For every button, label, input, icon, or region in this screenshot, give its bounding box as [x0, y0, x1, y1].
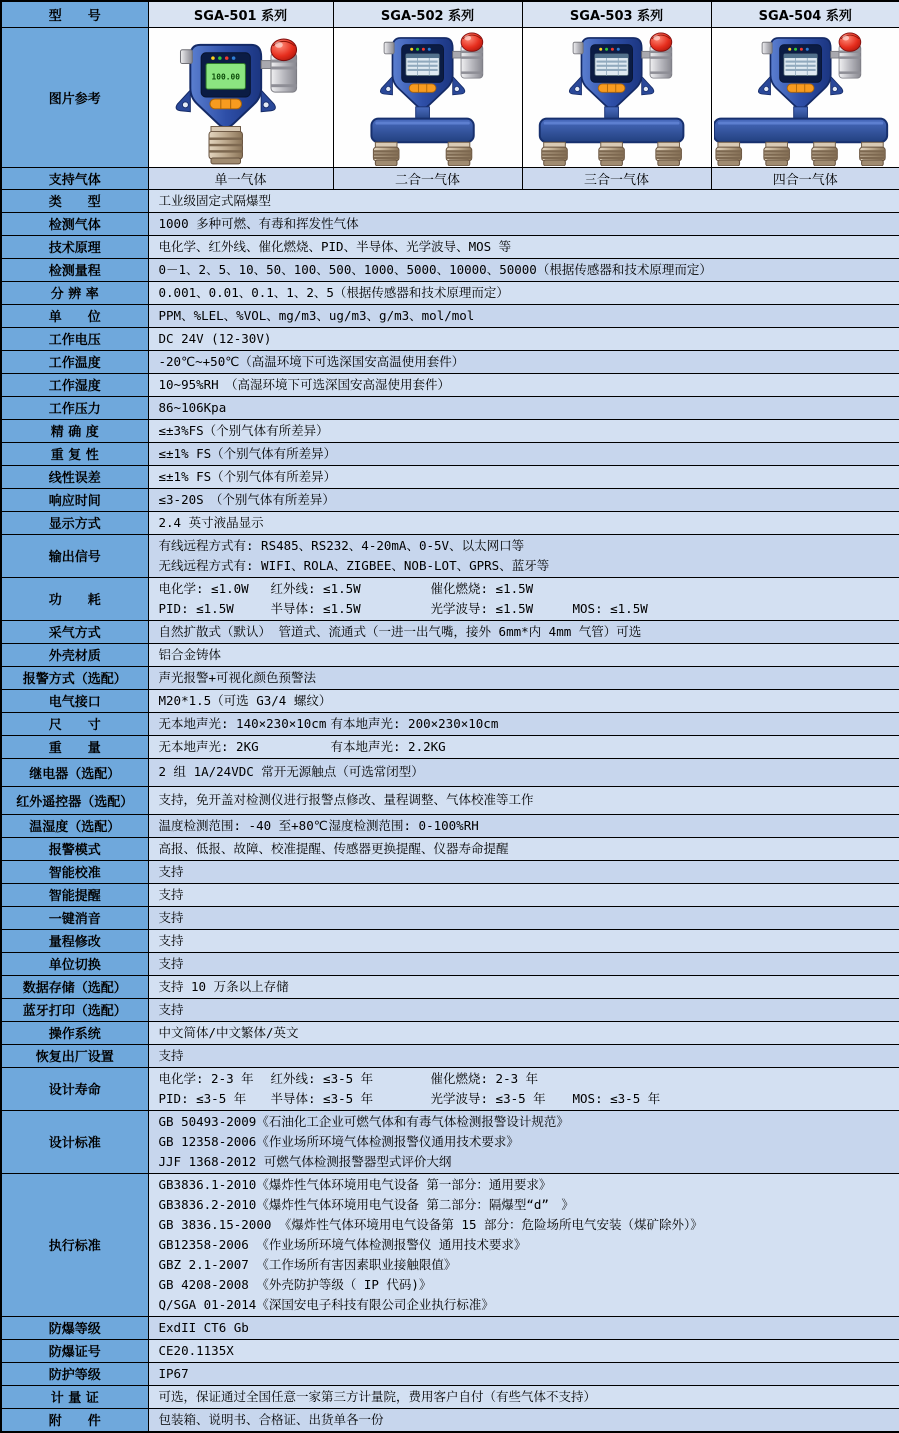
spec-row-label: 功 耗 — [1, 577, 148, 620]
spec-value-line — [159, 762, 896, 782]
spec-row-value — [148, 906, 899, 929]
spec-value-line — [159, 1295, 896, 1315]
spec-row-value — [148, 643, 899, 666]
spec-row — [1, 442, 899, 465]
row-label-image: 图片参考 — [1, 27, 148, 167]
spec-value-segment: 支持 — [158, 886, 184, 902]
spec-row — [1, 189, 899, 212]
spec-value-segment: GB3836.2-2010《爆炸性气体环境用电气设备 第二部分：隔爆型“d” 》 — [158, 1196, 574, 1212]
model-header: SGA-502 系列 — [333, 1, 522, 27]
spec-value-segment: 0.001、0.01、0.1、1、2、5（根据传感器和技术原理而定） — [158, 284, 509, 300]
spec-row-value — [148, 786, 899, 814]
spec-row-label: 工作温度 — [1, 350, 148, 373]
spec-value-line — [159, 1152, 896, 1172]
spec-row — [1, 258, 899, 281]
spec-value-segment: 电化学: ≤1.0W — [158, 580, 249, 596]
spec-value-line — [159, 375, 896, 395]
spec-row-label: 单位切换 — [1, 952, 148, 975]
spec-value-segment: DC 24V (12-30V) — [158, 330, 272, 346]
spec-value-line — [159, 668, 896, 688]
spec-row-label: 技术原理 — [1, 235, 148, 258]
spec-value-line — [159, 1089, 896, 1109]
spec-row — [1, 350, 899, 373]
supported-gas-value: 单一气体 — [148, 167, 333, 189]
sga-501-single-gas-detector-image — [148, 27, 333, 167]
spec-row-label: 操作系统 — [1, 1021, 148, 1044]
spec-row — [1, 577, 899, 620]
spec-value-segment: 支持 10 万条以上存储 — [158, 978, 289, 994]
spec-value-line — [159, 352, 896, 372]
spec-row — [1, 1067, 899, 1110]
spec-value-segment: 工业级固定式隔爆型 — [158, 192, 272, 208]
spec-value-line — [159, 1046, 896, 1066]
spec-row — [1, 1362, 899, 1385]
spec-row-label: 重 量 — [1, 735, 148, 758]
supported-gas-value: 三合一气体 — [522, 167, 711, 189]
spec-row — [1, 235, 899, 258]
spec-row-label: 计 量 证 — [1, 1385, 148, 1408]
spec-row-label: 工作压力 — [1, 396, 148, 419]
spec-row-value — [148, 1044, 899, 1067]
spec-row — [1, 998, 899, 1021]
spec-row-label: 线性误差 — [1, 465, 148, 488]
spec-row — [1, 419, 899, 442]
spec-value-segment: 有线远程方式有: RS485、RS232、4-20mA、0-5V、以太网口等 — [158, 537, 525, 553]
spec-row-label: 工作湿度 — [1, 373, 148, 396]
spec-value-line — [159, 1023, 896, 1043]
spec-value-line — [159, 260, 896, 280]
spec-value-line — [159, 1112, 896, 1132]
spec-value-segment: 无本地声光: 140×230×10cm — [158, 715, 327, 731]
spec-value-line — [159, 1364, 896, 1384]
spec-row — [1, 373, 899, 396]
spec-value-line — [159, 839, 896, 859]
spec-value-line — [159, 306, 896, 326]
spec-value-segment: 催化燃烧: ≤1.5W — [430, 580, 534, 596]
spec-value-line — [159, 645, 896, 665]
spec-row-label: 报警方式（选配） — [1, 666, 148, 689]
spec-row-value — [148, 488, 899, 511]
spec-value-segment: 湿度检测范围: 0-100%RH — [328, 817, 479, 833]
spec-row — [1, 758, 899, 786]
spec-row-value — [148, 998, 899, 1021]
spec-value-line — [159, 599, 896, 619]
spec-row-label: 防爆等级 — [1, 1316, 148, 1339]
spec-value-line — [159, 862, 896, 882]
spec-row-label: 检测量程 — [1, 258, 148, 281]
spec-row-value — [148, 534, 899, 577]
spec-row-label: 执行标准 — [1, 1173, 148, 1316]
spec-row — [1, 1044, 899, 1067]
spec-row-value — [148, 1067, 899, 1110]
spec-row-label: 温湿度（选配） — [1, 814, 148, 837]
spec-value-segment: 红外线: ≤3-5 年 — [270, 1070, 374, 1086]
svg-text:100.00: 100.00 — [211, 72, 240, 82]
spec-value-line — [159, 691, 896, 711]
spec-value-line — [159, 931, 896, 951]
spec-row — [1, 735, 899, 758]
model-header: SGA-501 系列 — [148, 1, 333, 27]
spec-value-segment: GB 12358-2006《作业场所环境气体检测报警仪通用技术要求》 — [158, 1133, 519, 1149]
spec-value-segment: 支持 — [158, 863, 184, 879]
spec-row-value — [148, 929, 899, 952]
spec-row — [1, 1408, 899, 1432]
spec-row-value — [148, 666, 899, 689]
spec-row-value — [148, 758, 899, 786]
spec-row-value — [148, 1385, 899, 1408]
spec-row-label: 电气接口 — [1, 689, 148, 712]
spec-value-segment: 包装箱、说明书、合格证、出货单各一份 — [158, 1411, 384, 1427]
spec-row-label: 设计寿命 — [1, 1067, 148, 1110]
spec-row-value — [148, 419, 899, 442]
spec-row-value — [148, 212, 899, 235]
spec-row-label: 外壳材质 — [1, 643, 148, 666]
spec-value-segment: IP67 — [158, 1365, 189, 1381]
spec-row — [1, 860, 899, 883]
spec-value-segment: ≤3-20S （个别气体有所差异） — [158, 491, 335, 507]
spec-row — [1, 837, 899, 860]
spec-value-line — [159, 1341, 896, 1361]
spec-row-label: 显示方式 — [1, 511, 148, 534]
spec-value-segment: 2 组 1A/24VDC 常开无源触点（可选常闭型） — [158, 764, 424, 779]
spec-row — [1, 786, 899, 814]
sga-502-dual-gas-detector-image — [333, 27, 522, 167]
spec-row — [1, 1021, 899, 1044]
spec-row — [1, 620, 899, 643]
spec-value-segment: 支持 — [158, 1001, 184, 1017]
model-header: SGA-504 系列 — [711, 1, 899, 27]
spec-value-segment: 铝合金铸体 — [158, 646, 222, 662]
spec-row — [1, 906, 899, 929]
spec-row — [1, 465, 899, 488]
spec-row-label: 恢复出厂设置 — [1, 1044, 148, 1067]
spec-row-label: 蓝牙打印（选配） — [1, 998, 148, 1021]
spec-row-value — [148, 1362, 899, 1385]
spec-row-label: 响应时间 — [1, 488, 148, 511]
spec-value-segment: Q/SGA 01-2014《深国安电子科技有限公司企业执行标准》 — [158, 1296, 494, 1312]
spec-value-line — [159, 536, 896, 556]
supported-gas-value: 四合一气体 — [711, 167, 899, 189]
spec-row-value — [148, 620, 899, 643]
spec-value-segment: M20*1.5（可选 G3/4 螺纹） — [158, 692, 332, 708]
spec-row-value — [148, 396, 899, 419]
spec-row — [1, 304, 899, 327]
spec-value-segment: 半导体: ≤3-5 年 — [270, 1090, 374, 1106]
spec-value-segment: 0－1、2、5、10、50、100、500、1000、5000、10000、50000（根据传感器和技术原理而定） — [158, 261, 712, 277]
spec-value-line — [159, 467, 896, 487]
sga-503-triple-gas-detector-image — [522, 27, 711, 167]
spec-value-segment: PPM、%LEL、%VOL、mg/m3、ug/m3、g/m3、mol/mol — [158, 307, 475, 323]
spec-row-label: 数据存储（选配） — [1, 975, 148, 998]
spec-row — [1, 396, 899, 419]
spec-row-value — [148, 465, 899, 488]
spec-row-label: 继电器（选配） — [1, 758, 148, 786]
spec-row-value — [148, 1021, 899, 1044]
spec-value-line — [159, 1215, 896, 1235]
spec-value-line — [159, 1410, 896, 1430]
spec-value-line — [159, 1195, 896, 1215]
spec-value-segment: 支持 — [158, 1047, 184, 1063]
spec-row-label: 采气方式 — [1, 620, 148, 643]
row-label-gas: 支持气体 — [1, 167, 148, 189]
spec-value-segment: GB12358-2006 《作业场所环境气体检测报警仪 通用技术要求》 — [158, 1236, 527, 1252]
spec-value-segment: 支持 — [158, 932, 184, 948]
spec-row-label: 一键消音 — [1, 906, 148, 929]
spec-row-label: 输出信号 — [1, 534, 148, 577]
spec-value-segment: 无本地声光: 2KG — [158, 738, 259, 754]
spec-value-line — [159, 977, 896, 997]
spec-row-label: 工作电压 — [1, 327, 148, 350]
spec-row-value — [148, 952, 899, 975]
spec-row-label: 尺 寸 — [1, 712, 148, 735]
spec-value-segment: 有本地声光: 200×230×10cm — [330, 715, 499, 731]
spec-row-value — [148, 1110, 899, 1173]
spec-value-segment: 支持 — [158, 909, 184, 925]
spec-value-segment: ≤±3%FS（个别气体有所差异） — [158, 422, 329, 438]
spec-row-label: 附 件 — [1, 1408, 148, 1432]
spec-row-label: 智能校准 — [1, 860, 148, 883]
spec-value-segment: 有本地声光: 2.2KG — [330, 738, 446, 754]
spec-value-line — [159, 1255, 896, 1275]
spec-value-line — [159, 954, 896, 974]
spec-value-line — [159, 1175, 896, 1195]
spec-value-segment: ExdII CT6 Gb — [158, 1319, 249, 1335]
spec-value-line — [159, 790, 896, 810]
spec-value-segment: JJF 1368-2012 可燃气体检测报警器型式评价大纲 — [158, 1153, 452, 1169]
spec-row — [1, 327, 899, 350]
spec-row-value — [148, 327, 899, 350]
spec-value-segment: 电化学、红外线、催化燃烧、PID、半导体、光学波导、MOS 等 — [158, 238, 512, 254]
spec-row-value — [148, 304, 899, 327]
spec-value-segment: ≤±1% FS（个别气体有所差异） — [158, 468, 337, 484]
spec-row — [1, 689, 899, 712]
spec-value-line — [159, 622, 896, 642]
spec-row-value — [148, 373, 899, 396]
spec-row-value — [148, 1408, 899, 1432]
spec-value-line — [159, 556, 896, 576]
spec-value-line — [159, 737, 896, 757]
spec-row-value — [148, 860, 899, 883]
spec-row-value — [148, 1173, 899, 1316]
spec-row-label: 红外遥控器（选配） — [1, 786, 148, 814]
supported-gas-row — [1, 167, 899, 189]
spec-value-line — [159, 214, 896, 234]
spec-row — [1, 1339, 899, 1362]
spec-value-segment: 声光报警+可视化颜色预警法 — [158, 669, 317, 685]
spec-value-segment: -20℃~+50℃（高温环境下可选深国安高温使用套件） — [158, 353, 465, 369]
spec-row-label: 防爆证号 — [1, 1339, 148, 1362]
spec-row — [1, 952, 899, 975]
spec-value-segment: 红外线: ≤1.5W — [270, 580, 361, 596]
spec-row-value — [148, 975, 899, 998]
spec-value-segment: GB 3836.15-2000 《爆炸性气体环境用电气设备第 15 部分：危险场所电气安装（煤矿除外）》 — [158, 1216, 703, 1232]
product-image-row — [1, 27, 899, 167]
spec-row — [1, 929, 899, 952]
spec-value-segment: 高报、低报、故障、校准提醒、传感器更换提醒、仪器寿命提醒 — [158, 840, 509, 856]
spec-row-label: 设计标准 — [1, 1110, 148, 1173]
spec-value-segment: 10~95%RH （高湿环境下可选深国安高湿使用套件） — [158, 376, 450, 392]
spec-row-label: 报警模式 — [1, 837, 148, 860]
spec-value-line — [159, 513, 896, 533]
spec-row — [1, 1110, 899, 1173]
spec-value-segment: PID: ≤3-5 年 — [158, 1090, 247, 1106]
spec-value-segment: 半导体: ≤1.5W — [270, 600, 361, 616]
spec-value-segment: 支持 — [158, 955, 184, 971]
sga-504-quad-gas-detector-image — [711, 27, 899, 167]
spec-value-line — [159, 579, 896, 599]
spec-row — [1, 975, 899, 998]
spec-row-value — [148, 837, 899, 860]
spec-row-value — [148, 1316, 899, 1339]
model-header-row — [1, 1, 899, 27]
spec-row — [1, 212, 899, 235]
spec-value-line — [159, 329, 896, 349]
spec-value-segment: 2.4 英寸液晶显示 — [158, 514, 264, 530]
spec-value-line — [159, 191, 896, 211]
model-header: SGA-503 系列 — [522, 1, 711, 27]
spec-row-value — [148, 189, 899, 212]
spec-value-segment: 催化燃烧: 2-3 年 — [430, 1070, 539, 1086]
spec-row — [1, 883, 899, 906]
spec-row-label: 类 型 — [1, 189, 148, 212]
spec-row-label: 单 位 — [1, 304, 148, 327]
spec-row-label: 量程修改 — [1, 929, 148, 952]
spec-value-segment: MOS: ≤1.5W — [572, 600, 648, 616]
spec-row-value — [148, 1339, 899, 1362]
spec-value-segment: GBZ 2.1-2007 《工作场所有害因素职业接触限值》 — [158, 1256, 457, 1272]
spec-value-line — [159, 908, 896, 928]
spec-row — [1, 666, 899, 689]
spec-value-line — [159, 1318, 896, 1338]
spec-row-label: 检测气体 — [1, 212, 148, 235]
spec-value-segment: 光学波导: ≤1.5W — [430, 600, 534, 616]
spec-row — [1, 643, 899, 666]
spec-row — [1, 814, 899, 837]
spec-value-line — [159, 421, 896, 441]
spec-row-label: 重 复 性 — [1, 442, 148, 465]
spec-value-segment: GB 4208-2008 《外壳防护等级（ IP 代码)》 — [158, 1276, 432, 1292]
spec-value-segment: ≤±1% FS（个别气体有所差异） — [158, 445, 337, 461]
spec-value-segment: 可选，保证通过全国任意一家第三方计量院，费用客户自付（有些气体不支持） — [158, 1388, 597, 1404]
spec-row-value — [148, 442, 899, 465]
spec-value-line — [159, 1069, 896, 1089]
spec-value-segment: 支持，免开盖对检测仪进行报警点修改、量程调整、气体校准等工作 — [158, 792, 534, 807]
spec-value-line — [159, 444, 896, 464]
spec-value-segment: GB 50493-2009《石油化工企业可燃气体和有毒气体检测报警设计规范》 — [158, 1113, 569, 1129]
spec-row-value — [148, 883, 899, 906]
spec-value-segment: 无线远程方式有: WIFI、ROLA、ZIGBEE、NOB-LOT、GPRS、蓝牙等 — [158, 557, 550, 573]
supported-gas-value: 二合一气体 — [333, 167, 522, 189]
spec-value-line — [159, 1235, 896, 1255]
spec-row-label: 智能提醒 — [1, 883, 148, 906]
spec-value-line — [159, 283, 896, 303]
spec-row — [1, 488, 899, 511]
spec-value-segment: 86~106Kpa — [158, 399, 227, 415]
spec-row-value — [148, 235, 899, 258]
spec-value-line — [159, 490, 896, 510]
spec-row-value — [148, 258, 899, 281]
spec-value-segment: 光学波导: ≤3-5 年 — [430, 1090, 546, 1106]
spec-row-value — [148, 350, 899, 373]
spec-row — [1, 1173, 899, 1316]
spec-value-segment: 温度检测范围: -40 至+80℃ — [158, 817, 328, 833]
spec-value-segment: 电化学: 2-3 年 — [158, 1070, 254, 1086]
spec-row-value — [148, 735, 899, 758]
spec-value-segment: 自然扩散式（默认） 管道式、流通式（一进一出气嘴，接外 6mm*内 4mm 气管）可选 — [158, 623, 642, 639]
spec-row — [1, 281, 899, 304]
spec-value-segment: MOS: ≤3-5 年 — [572, 1090, 661, 1106]
spec-value-segment: GB3836.1-2010《爆炸性气体环境用电气设备 第一部分：通用要求》 — [158, 1176, 552, 1192]
spec-row — [1, 1316, 899, 1339]
spec-value-line — [159, 885, 896, 905]
spec-value-line — [159, 816, 896, 836]
spec-value-line — [159, 1275, 896, 1295]
spec-value-segment: 1000 多种可燃、有毒和挥发性气体 — [158, 215, 359, 231]
spec-row-value — [148, 577, 899, 620]
spec-row-value — [148, 511, 899, 534]
spec-row-label: 精 确 度 — [1, 419, 148, 442]
spec-value-line — [159, 1132, 896, 1152]
spec-row — [1, 511, 899, 534]
spec-row-value — [148, 689, 899, 712]
spec-row-value — [148, 281, 899, 304]
row-label-model: 型 号 — [1, 1, 148, 27]
spec-row-value — [148, 814, 899, 837]
spec-value-line — [159, 1000, 896, 1020]
spec-row-value — [148, 712, 899, 735]
spec-row — [1, 712, 899, 735]
spec-value-segment: 中文简体/中文繁体/英文 — [158, 1024, 299, 1040]
spec-value-line — [159, 1387, 896, 1407]
spec-value-segment: CE20.1135X — [158, 1342, 234, 1358]
spec-value-line — [159, 714, 896, 734]
spec-row-label: 防护等级 — [1, 1362, 148, 1385]
spec-value-segment: PID: ≤1.5W — [158, 600, 234, 616]
spec-value-line — [159, 237, 896, 257]
spec-row — [1, 1385, 899, 1408]
spec-row-label: 分 辨 率 — [1, 281, 148, 304]
spec-row — [1, 534, 899, 577]
spec-value-line — [159, 398, 896, 418]
